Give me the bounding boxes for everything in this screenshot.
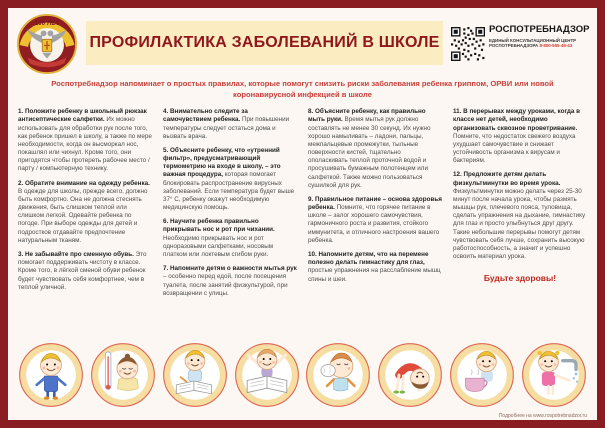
column-1 xyxy=(18,108,152,304)
emblem-years-text: 100 ЛЕТ xyxy=(34,20,60,28)
tip-7 xyxy=(163,265,297,298)
tip-12 xyxy=(453,171,587,261)
agency-phone-line xyxy=(489,43,590,48)
child-with-hot-drink-icon xyxy=(449,342,515,408)
tip-2-body: В одежде для школы, прежде всего, должно быть комфортно. Она не должна стеснять движения, быть слишком теплой или слишком легкой. Одевайте ребенка по погоде. При выборе одежды для детей и подростков отдавайте предпочтение натуральным тканям. xyxy=(18,187,148,244)
tip-12-lead: 12. Предложите детям делать физкультминутки во время урока. xyxy=(453,171,561,187)
tip-11-lead: 11. В перерывах между уроками, когда в классе нет детей, необходимо организовать сквозное проветривание. xyxy=(453,108,580,132)
header xyxy=(8,8,597,73)
tip-4 xyxy=(163,108,297,141)
tip-6 xyxy=(163,218,297,259)
tip-11-body: Помните, что недостаток свежего воздуха ухудшает самочувствие и снижает устойчивость организма к вирусам и бактериям. xyxy=(453,132,576,165)
tips-columns xyxy=(8,104,597,304)
child-writing-at-desk-icon xyxy=(162,342,228,408)
children-badges-row xyxy=(16,342,589,408)
tip-7-lead: 7. Напомните детям о важности мытья рук xyxy=(163,265,297,273)
qr-code-icon xyxy=(451,27,485,61)
tip-11 xyxy=(453,108,587,165)
website-note: Подробнее на www.rospotrebnadzor.ru xyxy=(498,413,587,419)
tip-1-lead: 1. Положите ребенку в школьный рюкзак антисептические салфетки. xyxy=(18,108,147,124)
title-banner xyxy=(86,21,443,65)
tip-1 xyxy=(18,108,152,173)
tip-6-lead: 6. Научите ребенка правильно прикрывать нос и рот при чихании. xyxy=(163,218,275,234)
tip-9-body: Помните, что горячее питание в школе – залог хорошего самочувствия, гармоничного роста и развития, стойкого иммунитета, и отличного настроения вашего ребенка. xyxy=(308,204,440,244)
tip-12-body: Физкультминутки можно делать через 25-30 минут после начала урока, чтобы размять мышцы рук, плечевого пояса, туловища, сделать упражнения на дыхание, гимнастику для глаз и просто улыбнуться друг другу. Такие небольшие перерывы помогут детям чувствовать себя лучше, сохранить высокую работоспособность, а значит и успешно освоить материал урока. xyxy=(453,187,586,261)
subtitle: Роспотребнадзор напоминает о простых правилах, которые помогут снизить риски заболевания ребенка гриппом, ОРВИ или новой коронавирусной инфекцией в школе xyxy=(51,79,554,99)
agency-block xyxy=(451,25,589,61)
tip-9 xyxy=(308,196,442,245)
tip-8-lead: 8. Объясните ребенку, как правильно мыть руки. xyxy=(308,108,426,124)
child-in-school-clothes-icon xyxy=(18,342,84,408)
closing-message: Будьте здоровы! xyxy=(483,273,557,284)
child-with-thermometer-icon xyxy=(90,342,156,408)
tip-3-body: Это помогает поддерживать чистоту в классе. Кроме того, в лёгкой сменой обуви ребенок будет чувствовать себя комфортнее, чем в теплой уличной. xyxy=(18,251,147,291)
tip-4-body: При повышении температуры следует остаться дома и вызвать врача. xyxy=(163,116,290,140)
child-reading-book-icon xyxy=(234,342,300,408)
tip-2 xyxy=(18,180,152,245)
page-title: ПРОФИЛАКТИКА ЗАБОЛЕВАНИЙ В ШКОЛЕ xyxy=(89,34,440,51)
tip-5-lead: 5. Объясните ребенку, что «утренний фильтр», предусматривающий термометрию на входе в школу, – это важная процедура, xyxy=(163,146,281,179)
agency-subline: ЕДИНЫЙ КОНСУЛЬТАЦИОННЫЙ ЦЕНТР xyxy=(489,37,577,43)
column-3 xyxy=(308,108,442,304)
child-doing-exercise-icon xyxy=(377,342,443,408)
tip-6-body: Необходимо прикрывать нос и рот одноразовыми салфетками, носовым платком или локтевым сгибом руки. xyxy=(163,234,274,258)
tip-5-body: которая помогает блокировать распространение вирусных заболеваний. Если температура будет выше 37° С, ребенку окажут необходимую медицинскую помощь. xyxy=(163,171,295,212)
tip-4-lead: 4. Внимательно следите за самочувствием ребенка. xyxy=(163,108,248,124)
tip-9-lead: 9. Правильное питание – основа здоровья ребенка. xyxy=(308,195,442,212)
tip-1-body: Их можно использовать для обработки рук после того, как ребенок пришел в школу, а также по мере необходимости, когда он высморкал нос, покашлял или чихнул. Кроме того, они пригодятся чтобы протереть рабочее место / парту / компьютерную технику. xyxy=(18,116,152,173)
tip-3 xyxy=(18,251,152,292)
column-2 xyxy=(163,108,297,304)
tip-3-lead: 3. Не забывайте про сменную обувь. xyxy=(18,251,134,258)
hotline-phone: 8-800-555-49-43 xyxy=(539,42,573,48)
column-4 xyxy=(453,108,587,304)
tip-10 xyxy=(308,251,442,284)
rospotrebnadzor-100-years-emblem-icon xyxy=(16,13,78,75)
tip-8 xyxy=(308,108,442,190)
tip-5 xyxy=(163,147,297,212)
tip-10-body: простые упражнения на расслабление мышц спины и шеи. xyxy=(308,267,441,283)
tip-2-lead: 2. Обратите внимание на одежду ребенка. xyxy=(18,179,150,187)
agency-name: РОСПОТРЕБНАДЗОР xyxy=(489,24,590,35)
agency-subline2: РОСПОТРЕБНАДЗОРА xyxy=(489,42,539,48)
poster xyxy=(8,8,597,420)
child-blowing-nose-icon xyxy=(305,342,371,408)
child-washing-hands-icon xyxy=(521,342,587,408)
tip-10-lead: 10. Напомните детям, что на перемене полезно делать гимнастику для глаз, xyxy=(308,251,429,267)
tip-7-body: – особенно перед едой, после посещения туалета, после занятий физкультурой, при возвращении с улицы. xyxy=(163,273,288,297)
tip-8-body: Время мытья рук должно составлять не менее 30 секунд. Их нужно хорошо намыливать – ладони, пальцы, межпальцевые промежутки, тыльные поверхности кистей, тщательно ополаскивать теплой проточной водой и просушивать бумажным полотенцем или салфеткой. Также можно пользоваться сушилкой для рук. xyxy=(308,116,431,189)
